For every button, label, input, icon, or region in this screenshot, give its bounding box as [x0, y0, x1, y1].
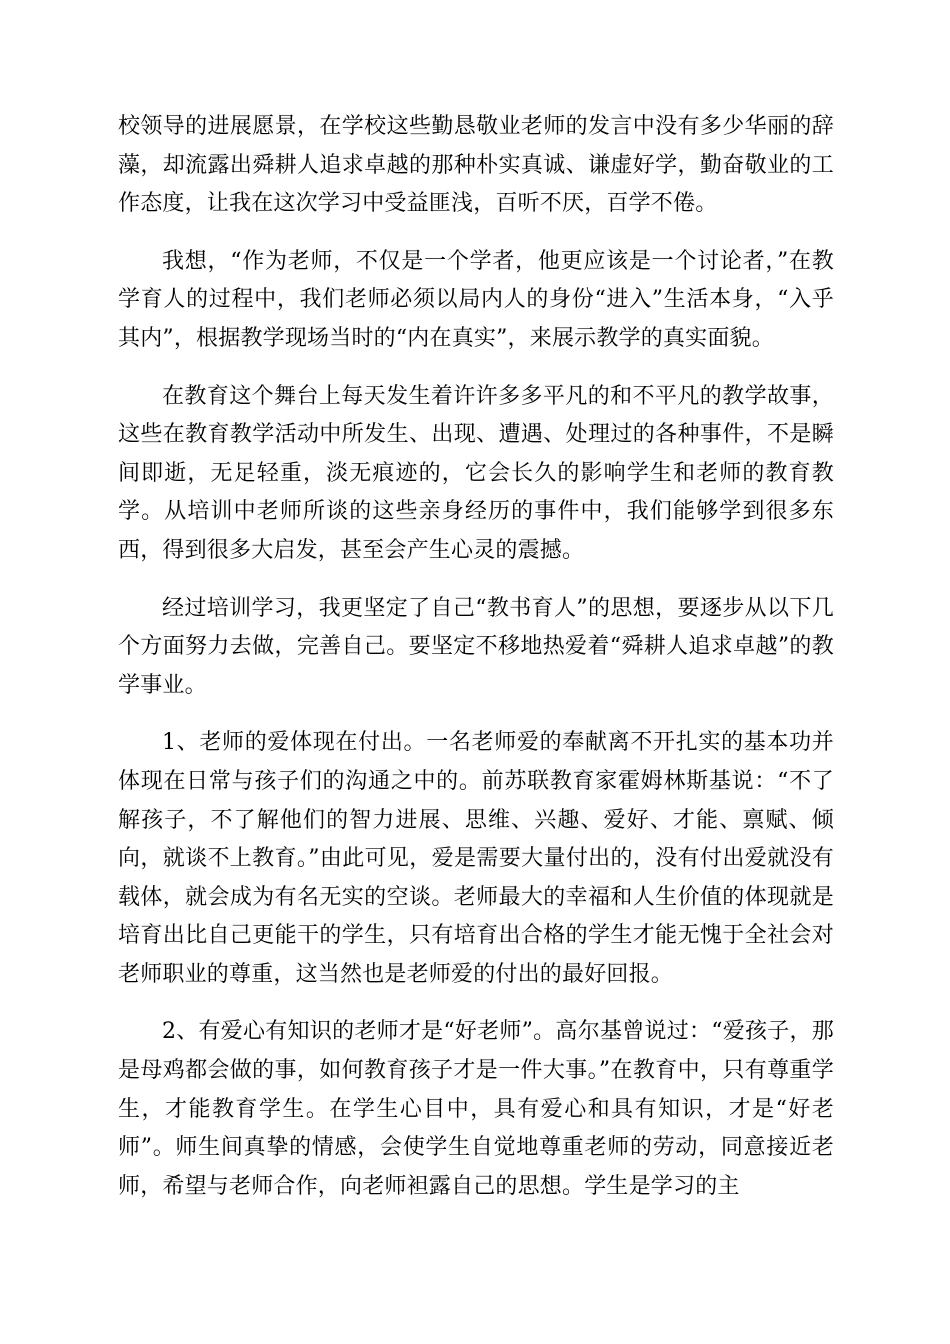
paragraph-2: 我想，“作为老师，不仅是一个学者，他更应该是一个讨论者，”在教学育人的过程中，我们老师必须以局内人的身份“进入”生活本身，“入乎其内”，根据教学现场当时的“内在真实”，来展示教学的真实面貌。: [118, 248, 834, 351]
paragraph-6: 2、有爱心有知识的老师才是“好老师”。高尔基曾说过：“爱孩子，那是母鸡都会做的事，如何教育孩子才是一件大事。”在教育中，只有尊重学生，才能教育学生。在学生心目中，具有爱心和具有知识，才是“好老师”。师生间真挚的情感，会使学生自觉地尊重老师的劳动，同意接近老师，希望与老师合作，向老师袒露自己的思想。学生是学习的主: [118, 1019, 834, 1199]
paragraph-1: 校领导的进展愿景，在学校这些勤恳敬业老师的发言中没有多少华丽的辞藻，却流露出舜耕人追求卓越的那种朴实真诚、谦虚好学，勤奋敬业的工作态度，让我在这次学习中受益匪浅，百听不厌，百学不倦。: [118, 114, 834, 217]
paragraph-5: 1、老师的爱体现在付出。一名老师爱的奉献离不开扎实的基本功并体现在日常与孩子们的沟通之中的。前苏联教育家霍姆林斯基说：“不了解孩子，不了解他们的智力进展、思维、兴趣、爱好、才能、禀赋、倾向，就谈不上教育。”由此可见，爱是需要大量付出的，没有付出爱就没有载体，就会成为有名无实的空谈。老师最大的幸福和人生价值的体现就是培育出比自己更能干的学生，只有培育出合格的学生才能无愧于全社会对老师职业的尊重，这当然也是老师爱的付出的最好回报。: [118, 730, 834, 987]
document-body: [118, 108, 834, 1225]
paragraph-3: 在教育这个舞台上每天发生着许许多多平凡的和不平凡的教学故事，这些在教育教学活动中所发生、出现、遭遇、处理过的各种事件，不是瞬间即逝，无足轻重，淡无痕迹的，它会长久的影响学生和老师的教育教学。从培训中老师所谈的这些亲身经历的事件中，我们能够学到很多东西，得到很多大启发，甚至会产生心灵的震撼。: [118, 383, 834, 563]
paragraph-4: 经过培训学习，我更坚定了自己“教书育人”的思想，要逐步从以下几个方面努力去做，完善自己。要坚定不移地热爱着“舜耕人追求卓越”的教学事业。: [118, 595, 834, 698]
